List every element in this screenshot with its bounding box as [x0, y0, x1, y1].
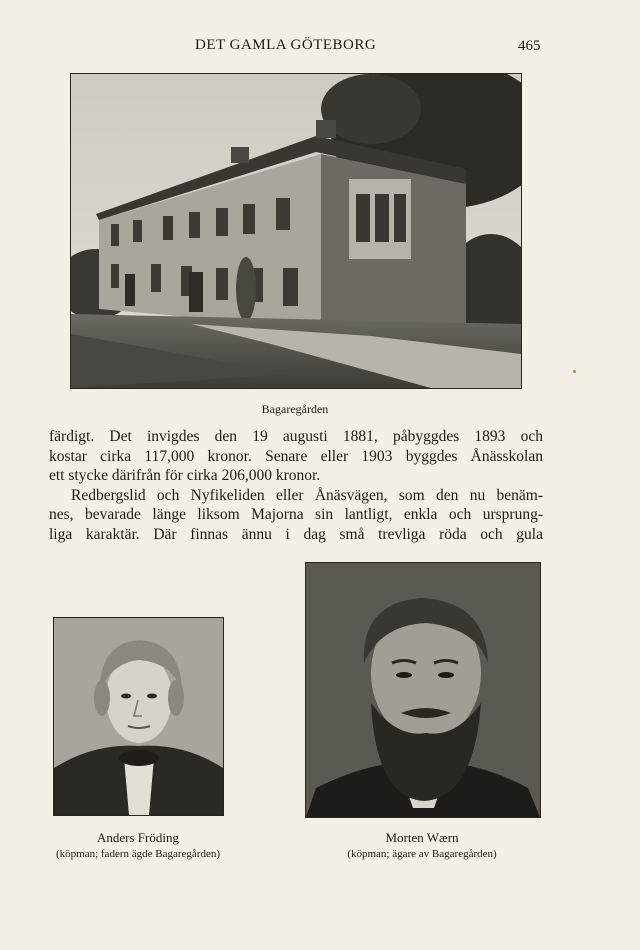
- paper-speck: [573, 370, 576, 373]
- text-line: kostar cirka 117,000 kronor. Senare eller 1903 byggdes Ånässkolan: [49, 447, 543, 465]
- portrait-photo-right: [305, 562, 541, 818]
- portrait-right-name: Morten Wærn: [385, 830, 459, 845]
- portrait-left-note: (köpman; fadern ägde Bagaregården): [55, 848, 220, 860]
- text-line: färdigt. Det invigdes den 19 augusti 1881, påbyggdes 1893 och: [49, 428, 543, 445]
- portrait-left-name: Anders Fröding: [97, 830, 179, 845]
- text-line: ett stycke därifrån för cirka 206,000 kronor.: [49, 467, 321, 484]
- portrait-right-note: (köpman; ägare av Bagaregården): [347, 848, 497, 860]
- portrait-right-caption: [312, 830, 532, 860]
- running-title: DET GAMLA GÖTEBORG: [195, 37, 377, 53]
- portrait-left-caption: [40, 830, 236, 860]
- body-text: [49, 427, 543, 544]
- text-line: nes, bevarade länge liksom Majorna sin lantligt, enkla och ursprung-: [49, 506, 543, 523]
- text-line: liga karaktär. Där finnas ännu i dag små trevliga röda och gula: [49, 525, 543, 543]
- text-line: Redbergslid och Nyfikeliden eller Ånäsvägen, som den nu benäm-: [71, 486, 543, 504]
- portrait-photo-left: [53, 617, 224, 816]
- portrait-right-drawing: [306, 563, 540, 817]
- house-photo-drawing: [71, 74, 521, 388]
- portrait-left-drawing: [54, 618, 223, 815]
- house-caption: Bagaregården: [261, 402, 329, 416]
- page-number: 465: [518, 38, 541, 54]
- house-photograph: [70, 73, 522, 389]
